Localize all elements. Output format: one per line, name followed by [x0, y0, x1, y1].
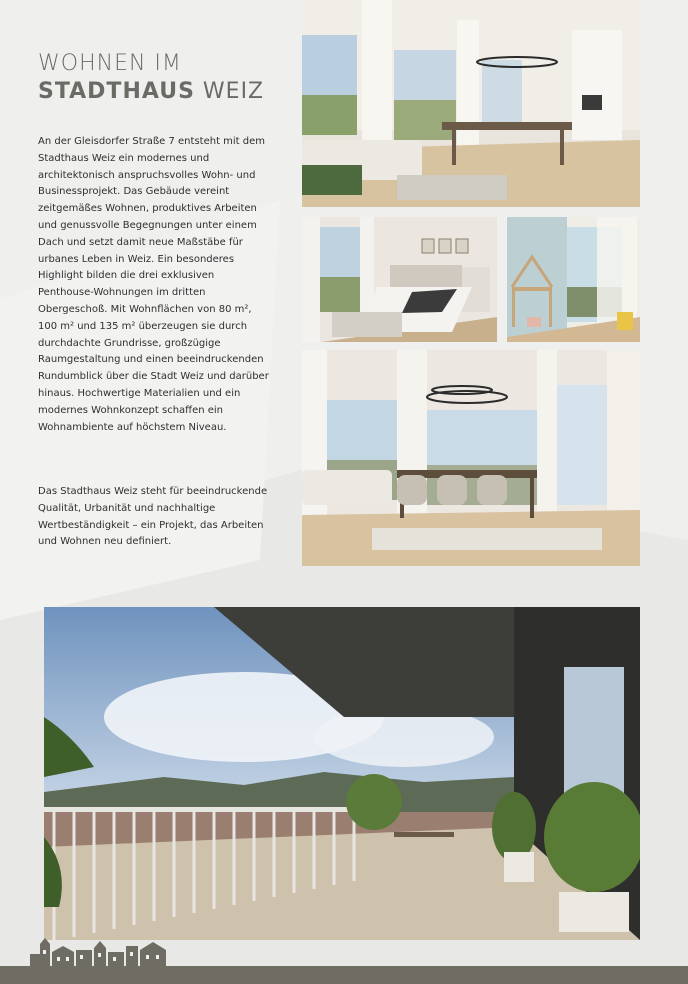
title-line-2	[38, 78, 264, 106]
terrace-photo	[44, 607, 640, 940]
intro-paragraph: An der Gleisdorfer Straße 7 entsteht mit dem Stadthaus Weiz ein modernes und architektonisch anspruchsvolles Wohn- und Businessprojekt. Das Gebäude vereint zeitgemäßes Wohnen, produktives Arbeiten und genussvolle Begegnungen unter einem Dach und setzt damit neue Maßstäbe für urbanes Leben in Weiz. Ein besonderes Highlight bilden die drei exklusiven Penthouse-Wohnungen im dritten Obergeschoß. Mit Wohnflächen von 80 m², 100 m² und 135 m² überzeugen sie durch durchdachte Grundrisse, großzügige Raumgestaltung und einen beeindruckenden Rundumblick über die Stadt Weiz und darüber hinaus. Hochwertige Materialien und ein modernes Wohnkonzept schaffen ein Wohnambiente auf höchstem Niveau.	[38, 136, 269, 433]
page-title	[38, 50, 264, 106]
footer-bar	[0, 966, 688, 984]
title-line-1: WOHNEN IM	[38, 51, 182, 76]
title-rest: WEIZ	[194, 79, 265, 104]
living-dining-room-photo	[302, 0, 640, 207]
dining-room-photo	[302, 350, 640, 566]
closing-paragraph: Das Stadthaus Weiz steht für beeindruckende Qualität, Urbanität und nachhaltige Wertbeständigkeit – ein Projekt, das Arbeiten und Wohnen neu definiert.	[38, 486, 268, 548]
title-bold: STADTHAUS	[38, 79, 195, 104]
town-skyline-icon	[30, 938, 170, 968]
bedroom-photo	[302, 217, 497, 342]
kids-room-photo	[507, 217, 640, 342]
